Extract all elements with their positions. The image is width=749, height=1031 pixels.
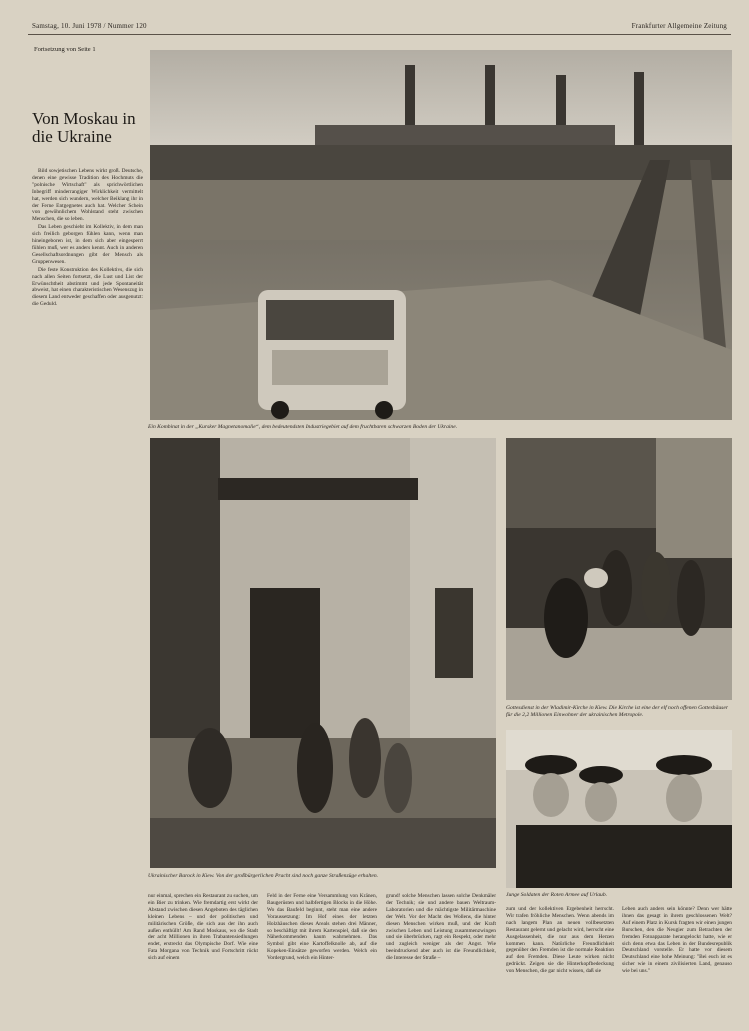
text-column: Leben auch anders sein könnte? Denn wer hätte ihnen das gesagt in ihrem geschlossenen Welt? Auf einem Platz in Kursk fragten wir einen jungen Burschen, den die Neugier zum Betrachten der fremden Fotoapparate herangelockt hatte, wie er sich denn etwa das Leben in der Bundesrepublik Deutschland vorstelle. Er hatte vor diesem Deutschland eine hohe Meinung: "Bei euch ist es sicher wie in einem zivilisierten Land, genauso wie bei uns." (622, 906, 732, 975)
caption-kombinat: Ein Kombinat in der „Kursker Magnetanomalie“, dem bedeutendsten Industriegebiet auf dem fruchtbaren schwarzen Boden der Ukraine. (148, 424, 458, 430)
issue-date: Samstag, 10. Juni 1978 / Nummer 120 (32, 22, 147, 30)
text-column: Feld in der Ferne eine Versammlung von Kränen, Baugerüsten und halbfertigen Blocks in die Höhe. Wo das Baufeld beginnt, steht man eine andere Voraussetzung: Im Hof eines der letzten Holzhäuschen dieses Areals stehen drei Männer, so beschäftigt mit ihrem Kartenspiel, daß sie den Näherkommenden kaum wahrnehmen. Das Symbol gibt eine Kartoffelknolle ab, auf die Kopeken-Einsätze geworfen werden. Welch ein Vordergrund, welch ein Hinter- (267, 893, 377, 962)
caption-kiev-baroque: Ukrainischer Barock in Kiew. Von der großbürgerlichen Pracht sind noch ganze Straßenzüge erhalten. (148, 873, 379, 879)
lead-column (32, 168, 143, 1008)
newspaper-name: Frankfurter Allgemeine Zeitung (631, 22, 727, 30)
continued-note: Fortsetzung von Seite 1 (34, 46, 96, 53)
header-rule (28, 34, 731, 35)
headline: Von Moskau in die Ukraine (32, 109, 136, 146)
lead-paragraph: Das Leben geschieht im Kollektiv, in dem man sich freilich geborgen fühlen kann, wenn man hineingeboren ist, in dem sich aber eingesperrt fühlen muß, wer es anders kennt. Auch in anderen Gesellschaftsordnungen gibt der Mensch als Gruppenwesen. (32, 224, 143, 265)
photo-kombinat (150, 50, 732, 420)
text-column: zum und der kollektiven Ergebenheit herrscht. Wir trafen fröhliche Menschen. Wenn abends im nach langem Plan an neuen vollbesetzten Restaurant gelernt und gelacht wird, herrscht eine Ausgelassenheit, die nur aus dem Herzen kommen kann. Natürliche Freundlichkeit gegenüber den Fremden ist die normale Reaktion auf den Fremden. Diese Leute wirken nicht gedrückt. Zeigen sie die Hinterkopfbedeckung von Menschen, die gar nicht wissen, daß sie (506, 906, 614, 975)
photo-wladimir-church (506, 438, 732, 700)
lead-paragraph: Die feste Konstruktion des Kollektivs, die sich nach allen Seiten fortsetzt, die Lust und List der Erwünschtheit abstimmt und jede Spontaneität abweist, hat einen charakteristischen Wesenszug in diesem Land entweder geschaffen oder ausgenutzt: die Geduld. (32, 266, 143, 308)
photo-kiev-baroque (150, 438, 496, 868)
caption-wladimir-church: Gottesdienst in der Wladimir-Kirche in Kiew. Die Kirche ist eine der elf noch offenen Gotteshäuser für die 2,2 Millionen Einwohner der ukrainischen Metropole. (506, 705, 728, 718)
caption-soldiers: Junge Soldaten der Roten Armee auf Urlaub. (506, 892, 608, 898)
text-column: grund! solche Menschen lassen solche Denkmäler der Technik; sie und andere bauen Weltraum-Laboratorien und die mächtigste Militärmaschine der Welt. Vor der Macht des Wollens, die hinter diesen Menschen wirken muß, und der Kraft zwischen Leben und Leistung zusammenzwingen und sie überbrücken, ragt ein Respekt, oder mehr und zugleich weniger als der Angst. Wie beeindruckend aber auch ist die Freundlichkeit, die Interesse der Straße – (386, 893, 496, 962)
lead-paragraph: Bild sowjetischen Lebens wirkt groß. Deutsche, denen eine gewisse Tradition des Hochmuts die "polnische Wirtschaft" als sprichwörtlichen Inbegriff minderrangiger Wirklichkeit vermittelt hat, werden sich wundern, welcher Beiklang ihr in der Ferne Entgegnetes auch hat. Welcher Schein von gewöhnlichem Wohlstand steht zwischen Menschen, die so leben. (32, 168, 143, 223)
text-column: nur einmal, sprechen ein Restaurant zu suchen, um ein Bier zu trinken. Wie fremdartig erst wirkt der Abstand zwischen diesen Angeboten des täglichen kleinen Lebens – und der politischen und militärischen Größe, die sich aus der ihn auch außen enthüllt! Am Rand Moskaus, wo die Stadt der acht Millionen in ihren Trabantensiedlungen endet, erstreckt das Olympische Dorf. Wie eine Fata Morgana von Technik und Fortschritt rückt sich auf einem (148, 893, 258, 962)
photo-soldiers (506, 730, 732, 888)
